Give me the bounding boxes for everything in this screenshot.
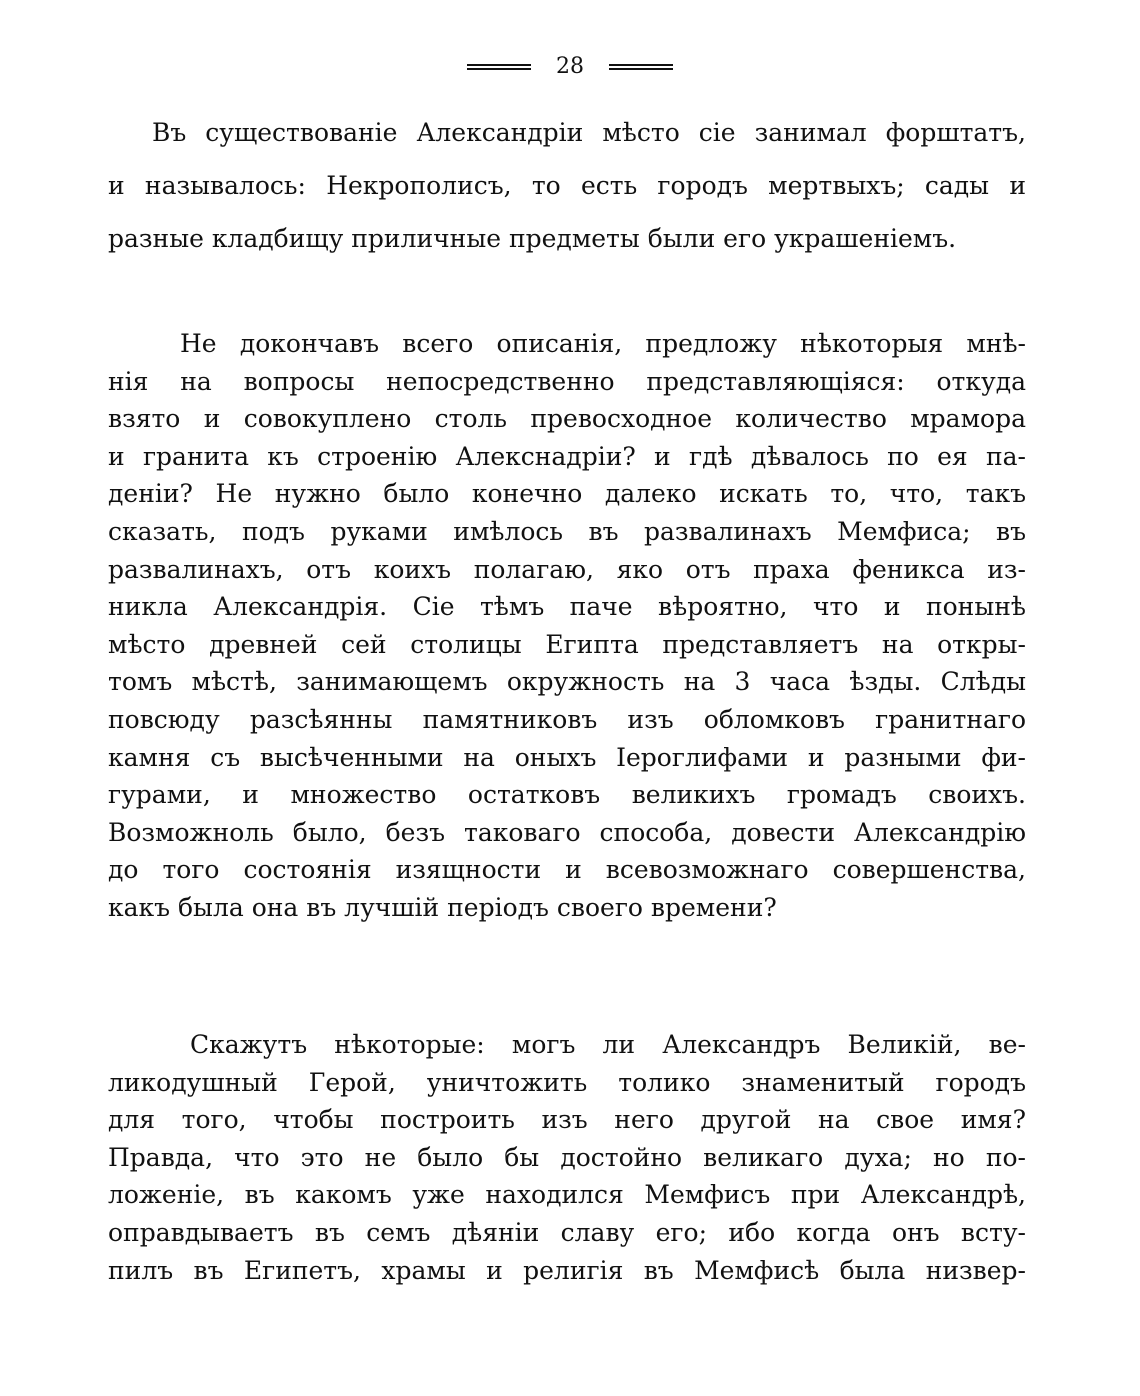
text-line: повсюду разсѣянны памятниковъ изъ обломковъ гранитнаго [108,704,1026,734]
text-line: для того, чтобы построить изъ него другой на свое имя? [108,1105,1026,1135]
text-line: мѣсто древней сей столицы Египта представляетъ на откры- [108,629,1026,659]
text-line: какъ была она въ лучшій періодъ своего времени? [108,892,777,922]
text-line: пилъ въ Египетъ, храмы и религія въ Мемфисѣ была низвер- [108,1255,1026,1285]
text-line: гурами, и множество остатковъ великихъ громадъ своихъ. [108,780,1026,810]
text-line: ликодушный Герой, уничтожить толико знаменитый городъ [108,1067,1026,1097]
text-line: взято и совокуплено столь превосходное количество мрамора [108,404,1026,434]
text-line: Не докончавъ всего описанія, предложу нѣкоторыя мнѣ- [180,329,1026,358]
text-line: и называлось: Некрополисъ, то есть городъ мертвыхъ; сады и [108,171,1026,200]
text-line: Въ существованіе Александріи мѣсто сіе занимал форштатъ, [152,118,1026,147]
text-line: деніи? Не нужно было конечно далеко искать то, что, такъ [108,479,1026,509]
text-line: камня съ высѣченными на оныхъ Іероглифами и разными фи- [108,742,1026,772]
paragraph-1 [108,106,1026,265]
text-line: Правда, что это не было бы достойно великаго духа; но по- [108,1142,1026,1172]
header-rule-left [467,64,531,70]
text-line: нія на вопросы непосредственно представляющіяся: откуда [108,366,1026,396]
text-line: томъ мѣстѣ, занимающемъ окружность на 3 часа ѣзды. Слѣды [108,667,1026,697]
text-line: сказать, подъ руками имѣлось въ развалинахъ Мемфиса; въ [108,516,1026,546]
paragraph-3 [108,1026,1026,1289]
text-line: и гранита къ строенію Алекснадріи? и гдѣ дѣвалось по ея па- [108,441,1026,471]
text-line: развалинахъ, отъ коихъ полагаю, яко отъ праха феникса из- [108,554,1026,584]
text-line: разные кладбищу приличные предметы были его украшеніемъ. [108,224,957,253]
paragraph-2 [108,325,1026,927]
page-header [0,52,1140,82]
page-number: 28 [556,54,584,79]
text-line: никла Александрія. Сіе тѣмъ паче вѣроятно, что и понынѣ [108,592,1026,622]
text-line: Возможноль было, безъ таковаго способа, довести Александрію [108,817,1026,847]
text-line: оправдываетъ въ семъ дѣяніи славу его; ибо когда онъ всту- [108,1217,1026,1247]
text-line: Скажутъ нѣкоторые: могъ ли Александръ Великій, ве- [190,1030,1026,1059]
text-line: до того состоянія изящности и всевозможнаго совершенства, [108,855,1026,885]
text-line: ложеніе, въ какомъ уже находился Мемфисъ при Александрѣ, [108,1180,1026,1210]
header-rule-right [609,64,673,70]
